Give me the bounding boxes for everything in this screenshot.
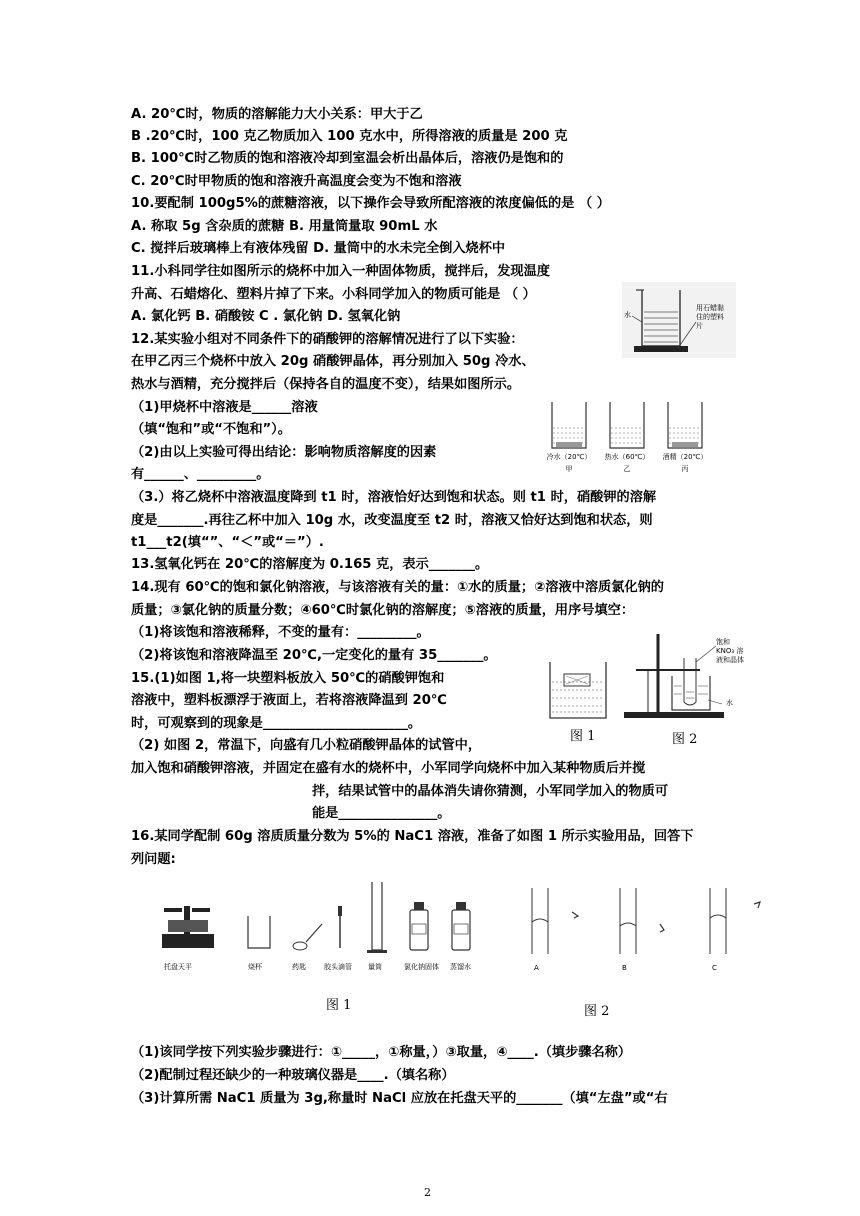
question-15: 15.(1)如图 1,将一块塑料板放入 50℃的硝酸钾饱和 xyxy=(131,671,445,686)
beaker-3-name: 丙 xyxy=(681,465,689,473)
beaker-1-label: 冷水（20℃） xyxy=(546,453,592,461)
q12-sub3-cont: 度是_______.再往乙杯中加入 10g 水，改变温度至 t2 时，溶液又恰好达到饱和状态，则 xyxy=(131,513,653,528)
q11-options: A. 氯化钙 B. 硝酸铵 C . 氯化钠 D. 氢氧化钠 xyxy=(131,309,401,324)
question-11: 11.小科同学往如图所示的烧杯中加入一种固体物质，搅拌后，发现温度 xyxy=(131,264,550,279)
item-cylinder: 量筒 xyxy=(368,963,382,971)
question-14: 14.现有 60℃的饱和氯化钠溶液，与该溶液有关的量：①水的质量；②溶液中溶质氯化钠的 xyxy=(131,580,664,595)
item-water: 蒸馏水 xyxy=(450,963,471,971)
question-10: 10.要配制 100g5%的蔗糖溶液，以下操作会导致所配溶液的浓度偏低的是 （ ） xyxy=(131,196,610,211)
question-14-cont: 质量；③氯化钠的质量分数；④60℃时氯化钠的溶解度；⑤溶液的质量，用序号填空： xyxy=(131,603,635,618)
q15-sub2-cont3: 能是_______________。 xyxy=(312,806,451,821)
option-b: B .20℃时，100 克乙物质加入 100 克水中，所得溶液的质量是 200 克 xyxy=(131,129,568,144)
q11-water-label: 水 xyxy=(624,311,631,319)
question-15-cont2: 时，可观察到的现象是______________________。 xyxy=(131,716,422,731)
item-spoon: 药匙 xyxy=(292,963,306,971)
q15-sub2-cont2: 拌，结果试管中的晶体消失请你猜测，小军同学加入的物质可 xyxy=(312,784,669,799)
option-c: C. 20℃时甲物质的饱和溶液升高温度会变为不饱和溶液 xyxy=(131,174,462,189)
beaker-2-name: 乙 xyxy=(623,465,631,473)
item-nacl: 氯化钠固体 xyxy=(404,963,439,971)
beaker-3-label: 酒精（20℃） xyxy=(662,453,708,461)
q15-water-label: 水 xyxy=(726,699,733,707)
q12-sub1-hint: （填“饱和”或“不饱和”）。 xyxy=(131,422,291,437)
reading-c-label: C xyxy=(712,964,717,972)
q11-sheet-label: 用石蜡黏住的塑料片 xyxy=(696,304,724,330)
q14-sub1: （1)将该饱和溶液稀释，不变的量有：_________。 xyxy=(131,625,430,640)
q12-sub2-cont: 有______、_________。 xyxy=(131,467,270,482)
q16-fig1-equipment xyxy=(160,880,490,974)
q12-sub2: （2)由以上实验可得出结论：影响物质溶解度的因素 xyxy=(131,445,437,460)
q10-options-cd: C. 搅拌后玻璃棒上有液体残留 D. 量筒中的水未完全倒入烧杯中 xyxy=(131,241,506,256)
reading-b-label: B xyxy=(622,964,627,972)
question-12-cont2: 热水与酒精，充分搅拌后（保持各自的温度不变），结果如图所示。 xyxy=(131,377,521,392)
option-a: A. 20℃时，物质的溶解能力大小关系：甲大于乙 xyxy=(131,107,423,122)
beaker-2-label: 热水（60℃） xyxy=(604,453,650,461)
question-12: 12.某实验小组对不同条件下的硝酸钾的溶解情况进行了以下实验： xyxy=(131,332,524,347)
q15-fig2-apparatus xyxy=(618,632,748,720)
q15-fig2-caption: 图 2 xyxy=(672,732,698,747)
question-16-cont: 列问题: xyxy=(131,852,176,867)
q15-sub2: （2) 如图 2，常温下，向盛有几小粒硝酸钾晶体的试管中， xyxy=(131,738,482,753)
q16-sub3: （3)计算所需 NaC1 质量为 3g,称量时 NaCl 应放在托盘天平的_______（填“左盘”或“右 xyxy=(131,1091,668,1106)
q16-sub2: （2)配制过程还缺少的一种玻璃仪器是____.（填名称） xyxy=(131,1068,455,1083)
item-beaker: 烧杯 xyxy=(248,963,262,971)
q12-sub1: （1)甲烧杯中溶液是______溶液 xyxy=(131,400,318,415)
q11-beaker-figure xyxy=(622,282,736,358)
q16-fig1-caption: 图 1 xyxy=(326,998,352,1013)
q15-fig1-beaker xyxy=(546,660,610,722)
q12-beakers-figure xyxy=(542,398,712,478)
q15-sub2-cont: 加入饱和硝酸钾溶液，并固定在盛有水的烧杯中，小军同学向烧杯中加入某种物质后并搅 xyxy=(131,761,646,776)
item-balance: 托盘天平 xyxy=(164,963,192,971)
question-16: 16.某同学配制 60g 溶质质量分数为 5%的 NaC1 溶液，准备了如图 1 所示实验用品，回答下 xyxy=(131,829,694,844)
question-15-cont: 溶液中，塑料板漂浮于液面上，若将溶液降温到 20℃ xyxy=(131,693,447,708)
beaker-1-name: 甲 xyxy=(565,465,573,473)
q14-sub2: （2)将该饱和溶液降温至 20℃,一定变化的量有 35_______。 xyxy=(131,648,497,663)
question-11-cont: 升高、石蜡熔化、塑料片掉了下来。小科同学加入的物质可能是 （ ） xyxy=(131,287,536,302)
q15-tube-label: 饱和 KNO₃ 溶液和晶体 xyxy=(716,638,744,664)
q16-fig2-caption: 图 2 xyxy=(584,1004,610,1019)
q16-fig2-readings xyxy=(520,886,770,976)
option-b2: B. 100℃时乙物质的饱和溶液冷却到室温会析出晶体后，溶液仍是饱和的 xyxy=(131,151,564,166)
question-13: 13.氢氧化钙在 20℃的溶解度为 0.165 克，表示_______。 xyxy=(131,557,489,572)
reading-a-label: A xyxy=(534,964,539,972)
item-dropper: 胶头滴管 xyxy=(324,963,352,971)
q16-sub1: （1)该同学按下列实验步骤进行：①_____，①称量，）③取量，④____.（填步骤名称） xyxy=(131,1045,632,1060)
q15-fig1-caption: 图 1 xyxy=(570,729,596,744)
question-12-cont: 在甲乙丙三个烧杯中放入 20g 硝酸钾晶体，再分别加入 50g 冷水、 xyxy=(131,354,535,369)
q12-sub3-cont2: t1___t2(填“”、“＜”或“＝”）. xyxy=(131,535,324,550)
q12-sub3: （3.）将乙烧杯中溶液温度降到 t1 时，溶液恰好达到饱和状态。则 t1 时，硝酸钾的溶解 xyxy=(131,490,657,505)
q10-options-ab: A. 称取 5g 含杂质的蔗糖 B. 用量筒量取 90mL 水 xyxy=(131,219,438,234)
page-number: 2 xyxy=(424,1186,431,1199)
